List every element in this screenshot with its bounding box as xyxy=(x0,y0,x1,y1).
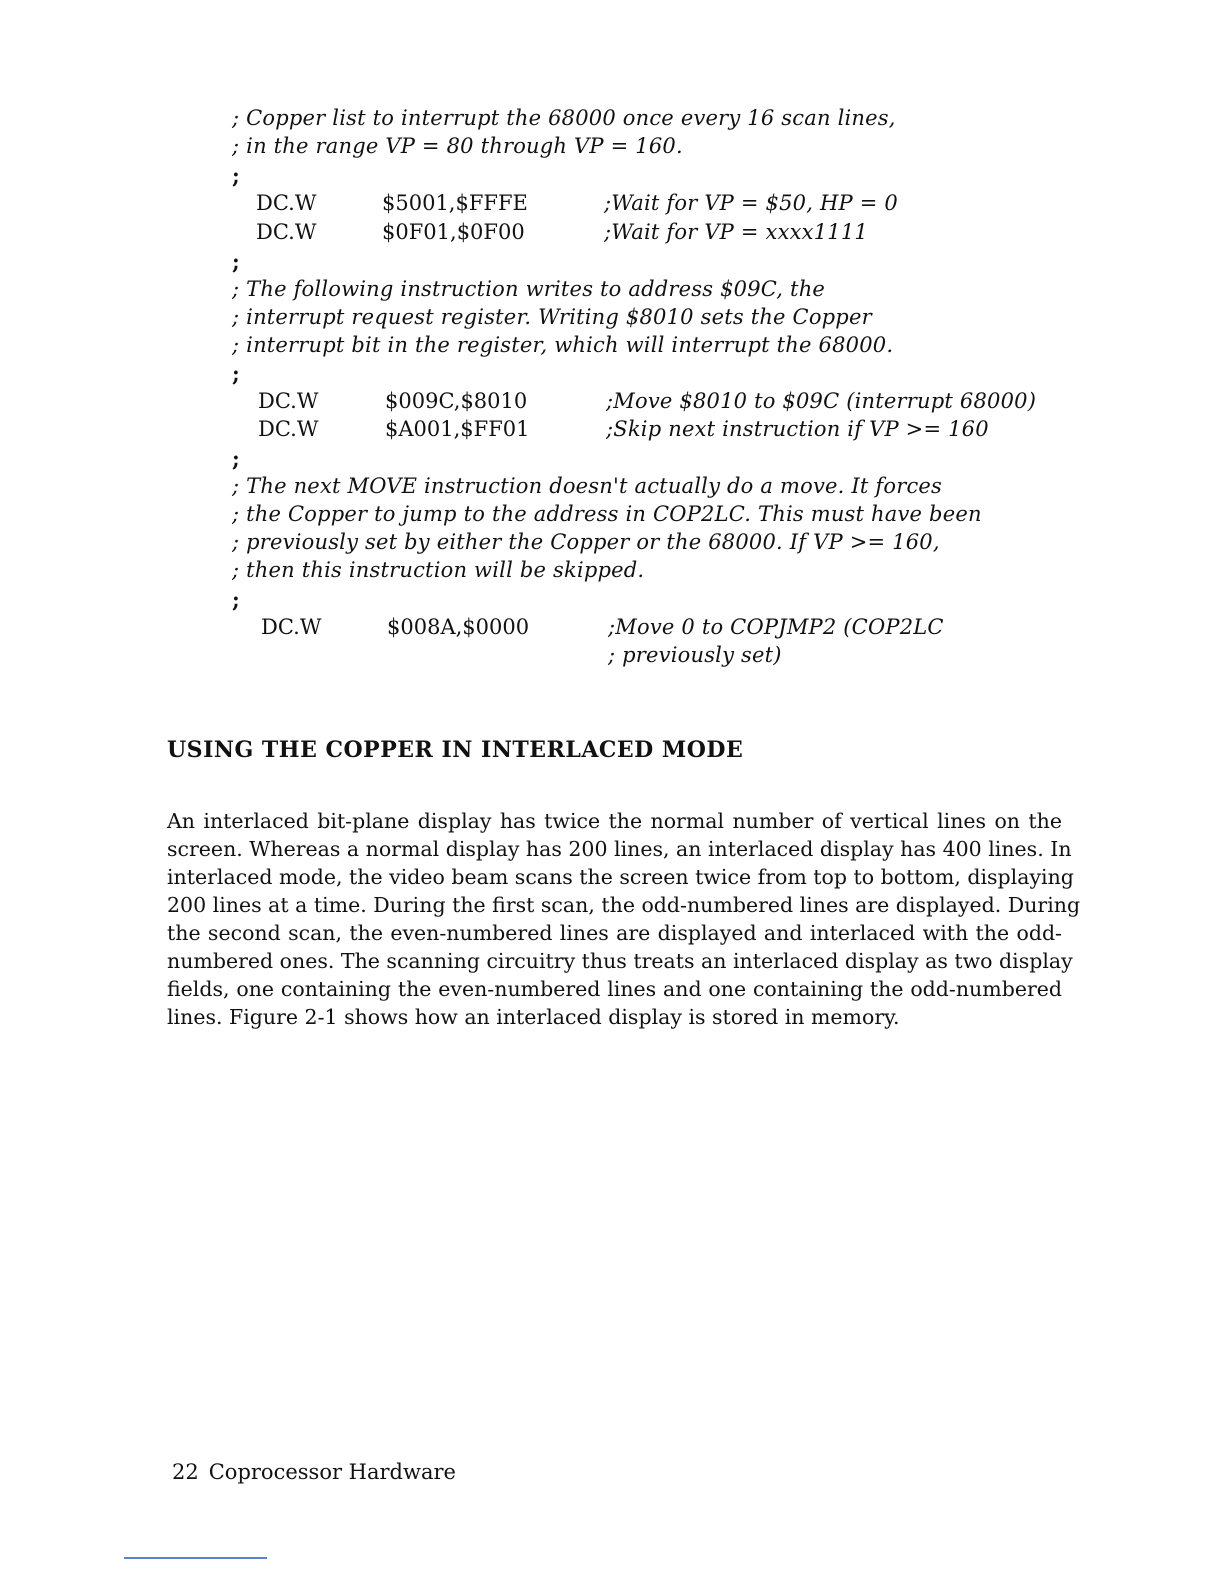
paragraph-line: lines. Figure 2-1 shows how an interlaced display is stored in memory. xyxy=(167,1005,900,1029)
code-inline-comment: ;Move 0 to COPJMP2 (COP2LC xyxy=(608,615,944,639)
paragraph-line: screen. Whereas a normal display has 200 lines, an interlaced display has 400 lines. In xyxy=(167,837,1072,861)
code-comment: ; The following instruction writes to address $09C, the xyxy=(232,277,826,301)
code-op: DC.W xyxy=(258,389,319,413)
code-separator: ; xyxy=(232,249,240,274)
code-op: DC.W xyxy=(261,615,322,639)
body-paragraph xyxy=(167,807,1081,1031)
code-arg: $5001,$FFFE xyxy=(382,191,528,215)
code-comment: ; interrupt request register. Writing $8010 sets the Copper xyxy=(232,305,872,329)
paragraph-line: interlaced mode, the video beam scans the screen twice from top to bottom, displaying xyxy=(167,865,1074,889)
code-op: DC.W xyxy=(258,417,319,441)
code-arg: $0F01,$0F00 xyxy=(382,220,525,244)
code-comment: ; previously set by either the Copper or the 68000. If VP >= 160, xyxy=(232,530,940,554)
code-comment: ; in the range VP = 80 through VP = 160. xyxy=(232,134,683,158)
chapter-title: Coprocessor Hardware xyxy=(208,1460,456,1484)
code-comment: ; The next MOVE instruction doesn't actually do a move. It forces xyxy=(232,474,943,498)
code-comment: ; interrupt bit in the register, which will interrupt the 68000. xyxy=(232,333,894,357)
paragraph-line: An interlaced bit-plane display has twice the normal number of vertical lines on the xyxy=(167,809,1062,833)
code-separator: ; xyxy=(232,163,240,188)
code-separator: ; xyxy=(232,446,240,471)
page-footer xyxy=(172,1460,456,1484)
code-arg: $008A,$0000 xyxy=(387,615,530,639)
code-inline-comment: ;Wait for VP = xxxx1111 xyxy=(604,220,868,244)
section-heading: USING THE COPPER IN INTERLACED MODE xyxy=(167,737,744,763)
page-number: 22 xyxy=(172,1460,199,1484)
paragraph-line: numbered ones. The scanning circuitry thus treats an interlaced display as two display xyxy=(167,949,1073,973)
code-inline-comment-continued: ; previously set) xyxy=(608,643,782,667)
code-inline-comment: ;Wait for VP = $50, HP = 0 xyxy=(604,191,898,215)
paragraph-line: 200 lines at a time. During the first scan, the odd-numbered lines are displayed. During xyxy=(167,893,1081,917)
code-op: DC.W xyxy=(256,220,317,244)
code-inline-comment: ;Skip next instruction if VP >= 160 xyxy=(606,417,989,441)
code-arg: $A001,$FF01 xyxy=(385,417,530,441)
code-comment: ; Copper list to interrupt the 68000 once every 16 scan lines, xyxy=(232,106,896,130)
code-comment: ; then this instruction will be skipped. xyxy=(232,558,645,582)
footer-rule xyxy=(124,1557,267,1559)
code-separator: ; xyxy=(232,587,240,612)
code-op: DC.W xyxy=(256,191,317,215)
paragraph-line: the second scan, the even-numbered lines are displayed and interlaced with the odd- xyxy=(167,921,1062,945)
paragraph-line: fields, one containing the even-numbered lines and one containing the odd-numbered xyxy=(167,977,1062,1001)
code-separator: ; xyxy=(232,361,240,386)
code-comment: ; the Copper to jump to the address in COP2LC. This must have been xyxy=(232,502,982,526)
code-arg: $009C,$8010 xyxy=(385,389,528,413)
code-inline-comment: ;Move $8010 to $09C (interrupt 68000) xyxy=(606,389,1037,413)
